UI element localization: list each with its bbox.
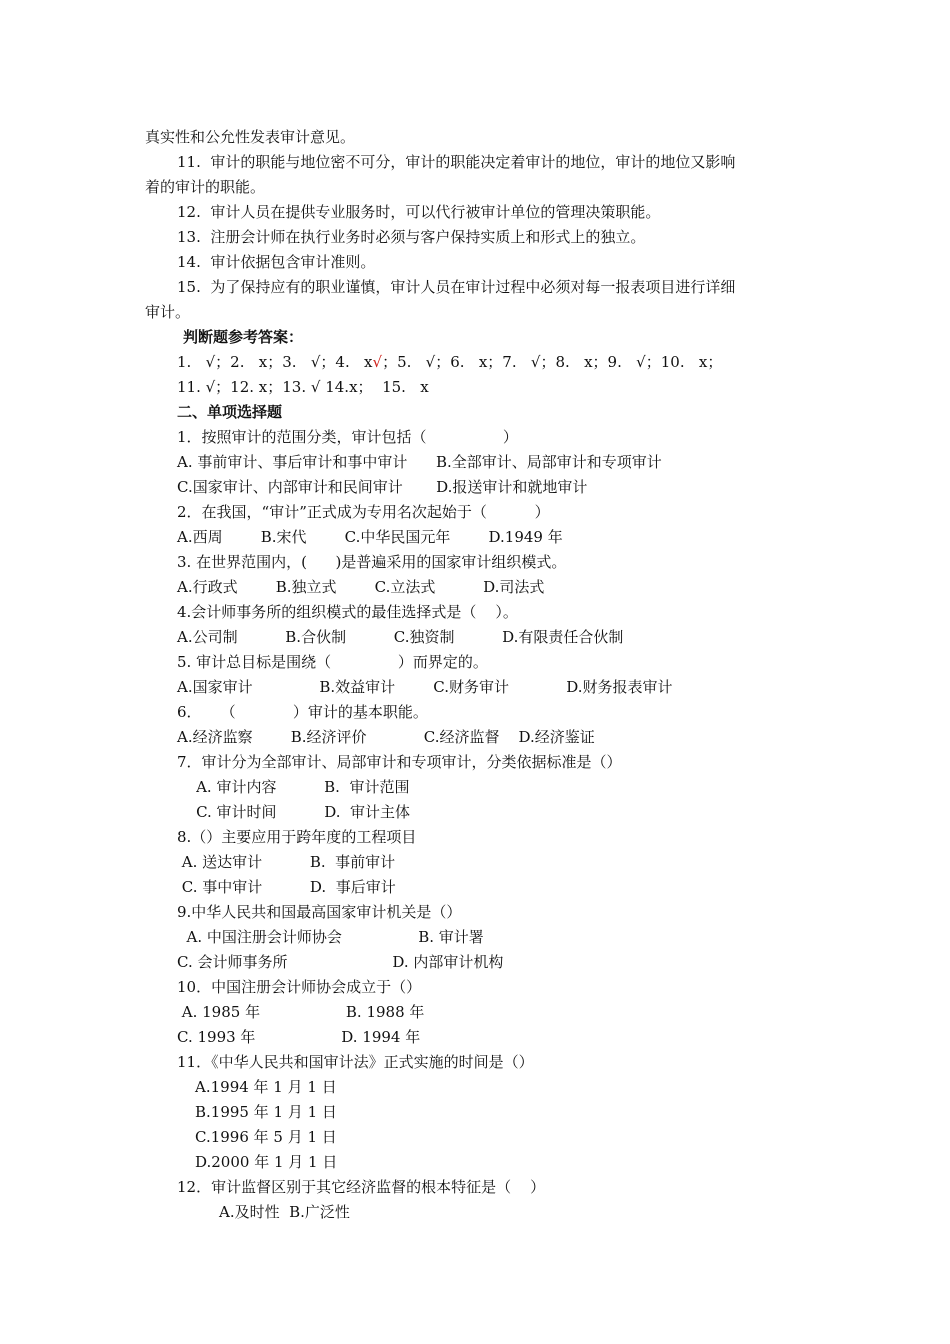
question-11-option-a: A.1994 年 1 月 1 日 — [195, 1078, 337, 1096]
question-1-options-a: A. 事前审计、事后审计和事中审计 B.全部审计、局部审计和专项审计 — [177, 453, 662, 471]
question-11-option-b: B.1995 年 1 月 1 日 — [195, 1103, 337, 1121]
question-4-options: A.公司制 B.合伙制 C.独资制 D.有限责任合伙制 — [177, 628, 624, 646]
question-8-options-b: C. 事中审计 D. 事后审计 — [177, 878, 396, 896]
answers-line-2: 11. √；12. x；13. √ 14.x； 15. x — [177, 378, 429, 396]
question-3: 3. 在世界范围内，( )是普遍采用的国家审计组织模式。 — [177, 553, 567, 571]
question-7: 7．审计分为全部审计、局部审计和专项审计，分类依据标准是（） — [177, 753, 622, 771]
question-3-options: A.行政式 B.独立式 C.立法式 D.司法式 — [177, 578, 545, 596]
statement-11: 11. 审计的职能与地位密不可分，审计的职能决定着审计的地位，审计的地位又影响 — [177, 153, 736, 171]
question-2-options: A.西周 B.宋代 C.中华民国元年 D.1949 年 — [177, 528, 563, 546]
question-12: 12．审计监督区别于其它经济监督的根本特征是（ ） — [177, 1178, 546, 1196]
answers-heading: 判断题参考答案： — [183, 328, 304, 346]
answers-line-1-part-a: 1. √；2. x；3. √；4. x — [177, 353, 373, 371]
answers-line-1-part-b: ；5. √；6. x；7. √；8. x；9. √；10. x； — [382, 353, 723, 371]
question-9-options-a: A. 中国注册会计师协会 B. 审计署 — [177, 928, 484, 946]
question-11: 11．《中华人民共和国审计法》正式实施的时间是（） — [177, 1053, 534, 1071]
statement-11-cont: 着的审计的职能。 — [145, 178, 266, 196]
statement-15: 15. 为了保持应有的职业谨慎，审计人员在审计过程中必须对每一报表项目进行详细 — [177, 278, 736, 296]
question-11-option-c: C.1996 年 5 月 1 日 — [195, 1128, 337, 1146]
question-5: 5. 审计总目标是围绕（ ）而界定的。 — [177, 653, 488, 671]
question-8-options-a: A. 送达审计 B. 事前审计 — [177, 853, 396, 871]
question-9: 9.中华人民共和国最高国家审计机关是（） — [177, 903, 462, 921]
statement-continuation: 真实性和公允性发表审计意见。 — [145, 128, 356, 146]
question-10: 10．中国注册会计师协会成立于（） — [177, 978, 422, 996]
question-1-options-b: C.国家审计、内部审计和民间审计 D.报送审计和就地审计 — [177, 478, 588, 496]
question-7-options-b: C. 审计时间 D. 审计主体 — [177, 803, 411, 821]
question-12-options: A.及时性 B.广泛性 — [219, 1203, 350, 1221]
question-6-options: A.经济监察 B.经济评价 C.经济监督 D.经济鉴证 — [177, 728, 595, 746]
question-10-options-b: C. 1993 年 D. 1994 年 — [177, 1028, 421, 1046]
question-9-options-b: C. 会计师事务所 D. 内部审计机构 — [177, 953, 504, 971]
question-8: 8.（）主要应用于跨年度的工程项目 — [177, 828, 417, 846]
statement-12: 12. 审计人员在提供专业服务时，可以代行被审计单位的管理决策职能。 — [177, 203, 661, 221]
question-5-options: A.国家审计 B.效益审计 C.财务审计 D.财务报表审计 — [177, 678, 673, 696]
question-1: 1．按照审计的范围分类，审计包括（ ） — [177, 428, 518, 446]
question-6: 6． （ ）审计的基本职能。 — [177, 703, 428, 721]
question-11-option-d: D.2000 年 1 月 1 日 — [195, 1153, 338, 1171]
red-check-mark: √ — [372, 353, 383, 371]
question-4: 4.会计师事务所的组织模式的最佳选择式是（ ）。 — [177, 603, 518, 621]
section-title: 二、单项选择题 — [177, 403, 283, 421]
statement-14: 14. 审计依据包含审计准则。 — [177, 253, 376, 271]
question-2: 2．在我国，“审计”正式成为专用名次起始于（ ） — [177, 503, 550, 521]
statement-15-cont: 审计。 — [145, 303, 191, 321]
statement-13: 13. 注册会计师在执行业务时必须与客户保持实质上和形式上的独立。 — [177, 228, 646, 246]
answers-line-1 — [177, 350, 722, 375]
question-7-options-a: A. 审计内容 B. 审计范围 — [177, 778, 410, 796]
question-10-options-a: A. 1985 年 B. 1988 年 — [177, 1003, 425, 1021]
